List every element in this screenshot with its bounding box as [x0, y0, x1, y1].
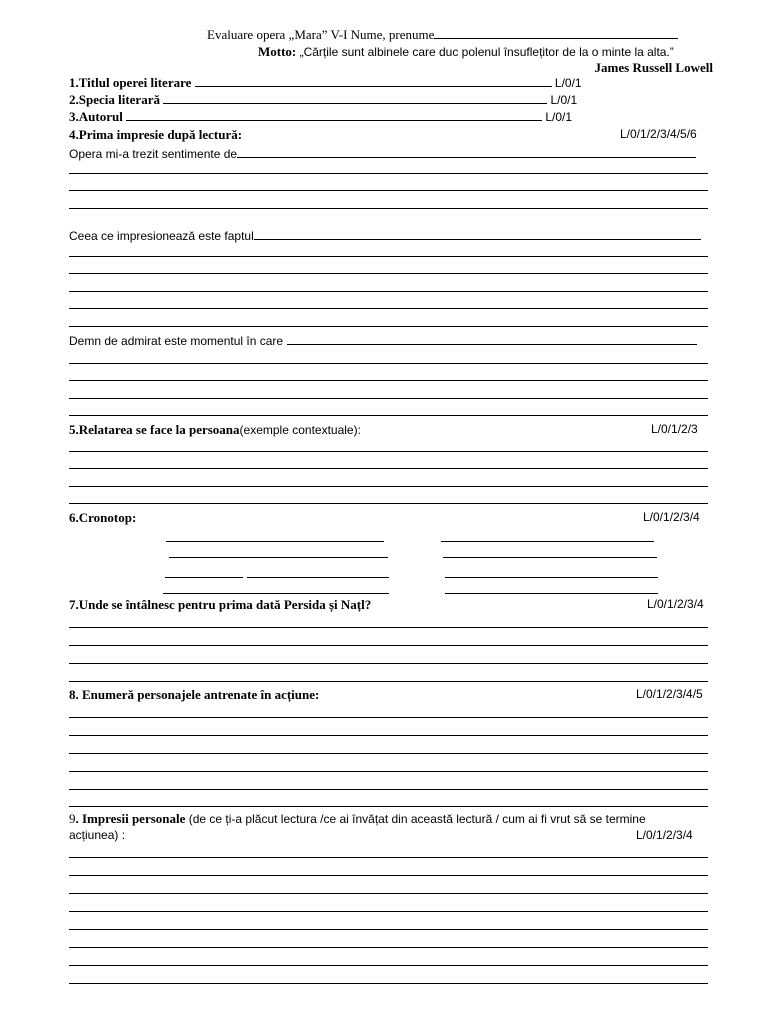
prompt-3-text: Demn de admirat este momentul în care	[69, 334, 284, 348]
question-7-score: L/0/1/2/3/4	[647, 597, 704, 611]
question-6-score: L/0/1/2/3/4	[643, 510, 700, 524]
question-9-hint-line-2: acțiunea) :	[69, 828, 126, 842]
answer-line[interactable]	[69, 415, 708, 416]
answer-line[interactable]	[69, 983, 708, 984]
motto-author: James Russell Lowell	[594, 60, 713, 75]
answer-line[interactable]	[69, 929, 708, 930]
answer-line[interactable]	[69, 503, 708, 504]
answer-line[interactable]	[69, 627, 708, 628]
question-4-prompt-2	[69, 227, 701, 245]
answer-line[interactable]	[69, 645, 708, 646]
motto-text: „Cărțile sunt albinele care duc polenul însuflețitor de la o minte la alta.”	[296, 45, 674, 59]
motto-label: Motto:	[258, 44, 297, 59]
answer-line[interactable]	[69, 806, 708, 807]
question-3-answer-line[interactable]	[126, 110, 542, 121]
answer-line[interactable]	[69, 857, 708, 858]
question-2-score: L/0/1	[550, 93, 578, 107]
answer-line[interactable]	[69, 398, 708, 399]
answer-line[interactable]	[69, 965, 708, 966]
answer-line[interactable]	[69, 291, 708, 292]
prompt-2-answer-line[interactable]	[254, 229, 701, 240]
answer-line[interactable]	[69, 308, 708, 309]
answer-line[interactable]	[69, 380, 708, 381]
answer-line[interactable]	[69, 875, 708, 876]
question-4-prompt-3	[69, 332, 697, 350]
name-input-line[interactable]	[434, 28, 678, 39]
answer-line[interactable]	[69, 681, 708, 682]
question-2	[69, 92, 577, 108]
answer-line[interactable]	[69, 663, 708, 664]
question-5-label: 5.Relatarea se face la persoana	[69, 422, 240, 437]
question-4-score: L/0/1/2/3/4/5/6	[620, 127, 697, 141]
worksheet-title: Evaluare opera „Mara” V-I Nume, prenume	[207, 27, 435, 42]
question-6-label: 6.Cronotop:	[69, 510, 137, 525]
question-4-prompt-1	[69, 145, 696, 163]
answer-line[interactable]	[69, 190, 708, 191]
answer-line[interactable]	[69, 789, 708, 790]
answer-line[interactable]	[69, 273, 708, 274]
question-9-number: 9	[69, 811, 76, 826]
answer-line[interactable]	[69, 947, 708, 948]
chronotope-line[interactable]	[445, 577, 658, 578]
answer-line[interactable]	[69, 717, 708, 718]
question-9-label: . Impresii personale	[75, 811, 186, 826]
chronotope-line[interactable]	[166, 541, 384, 542]
question-5	[69, 422, 361, 438]
question-2-label: 2.Specia literară	[69, 92, 160, 107]
prompt-1-answer-line[interactable]	[237, 147, 696, 158]
prompt-1-text: Opera mi-a trezit sentimente de	[69, 147, 238, 161]
answer-line[interactable]	[69, 486, 708, 487]
chronotope-line[interactable]	[163, 593, 389, 594]
question-9-hint-line-1: (de ce ți-a plăcut lectura /ce ai învățat din această lectură / cum ai fi vrut să se termine	[185, 812, 646, 826]
chronotope-line[interactable]	[169, 557, 388, 558]
chronotope-line[interactable]	[247, 577, 389, 578]
answer-line[interactable]	[69, 893, 708, 894]
answer-line[interactable]	[69, 753, 708, 754]
chronotope-line[interactable]	[443, 557, 657, 558]
prompt-2-text: Ceea ce impresionează este faptul	[69, 229, 254, 243]
prompt-3-answer-line[interactable]	[287, 334, 697, 345]
question-8-score: L/0/1/2/3/4/5	[636, 687, 703, 701]
answer-line[interactable]	[69, 451, 708, 452]
answer-line[interactable]	[69, 363, 708, 364]
motto	[258, 44, 674, 60]
answer-line[interactable]	[69, 735, 708, 736]
answer-line[interactable]	[69, 468, 708, 469]
question-1-label: 1.Titlul operei literare	[69, 75, 192, 90]
question-3	[69, 109, 572, 125]
question-1-answer-line[interactable]	[195, 76, 552, 87]
chronotope-line[interactable]	[445, 593, 658, 594]
question-8-label: 8. Enumeră personajele antrenate în acțiune:	[69, 687, 320, 702]
answer-line[interactable]	[69, 208, 708, 209]
answer-line[interactable]	[69, 173, 708, 174]
question-3-label: 3.Autorul	[69, 109, 123, 124]
answer-line[interactable]	[69, 771, 708, 772]
answer-line[interactable]	[69, 256, 708, 257]
question-9	[69, 811, 646, 827]
question-5-score: L/0/1/2/3	[651, 422, 698, 436]
chronotope-line[interactable]	[441, 541, 654, 542]
question-1-score: L/0/1	[554, 76, 582, 90]
question-5-hint: (exemple contextuale):	[239, 423, 361, 437]
answer-line[interactable]	[69, 326, 708, 327]
question-2-answer-line[interactable]	[163, 93, 547, 104]
question-4-label: 4.Prima impresie după lectură:	[69, 127, 243, 142]
question-7-label: 7.Unde se întâlnesc pentru prima dată Persida și Națl?	[69, 597, 372, 612]
chronotope-line[interactable]	[165, 577, 243, 578]
answer-line[interactable]	[69, 911, 708, 912]
question-9-score: L/0/1/2/3/4	[636, 828, 693, 842]
question-1	[69, 75, 582, 91]
worksheet-title-line	[207, 27, 678, 42]
question-3-score: L/0/1	[545, 110, 573, 124]
